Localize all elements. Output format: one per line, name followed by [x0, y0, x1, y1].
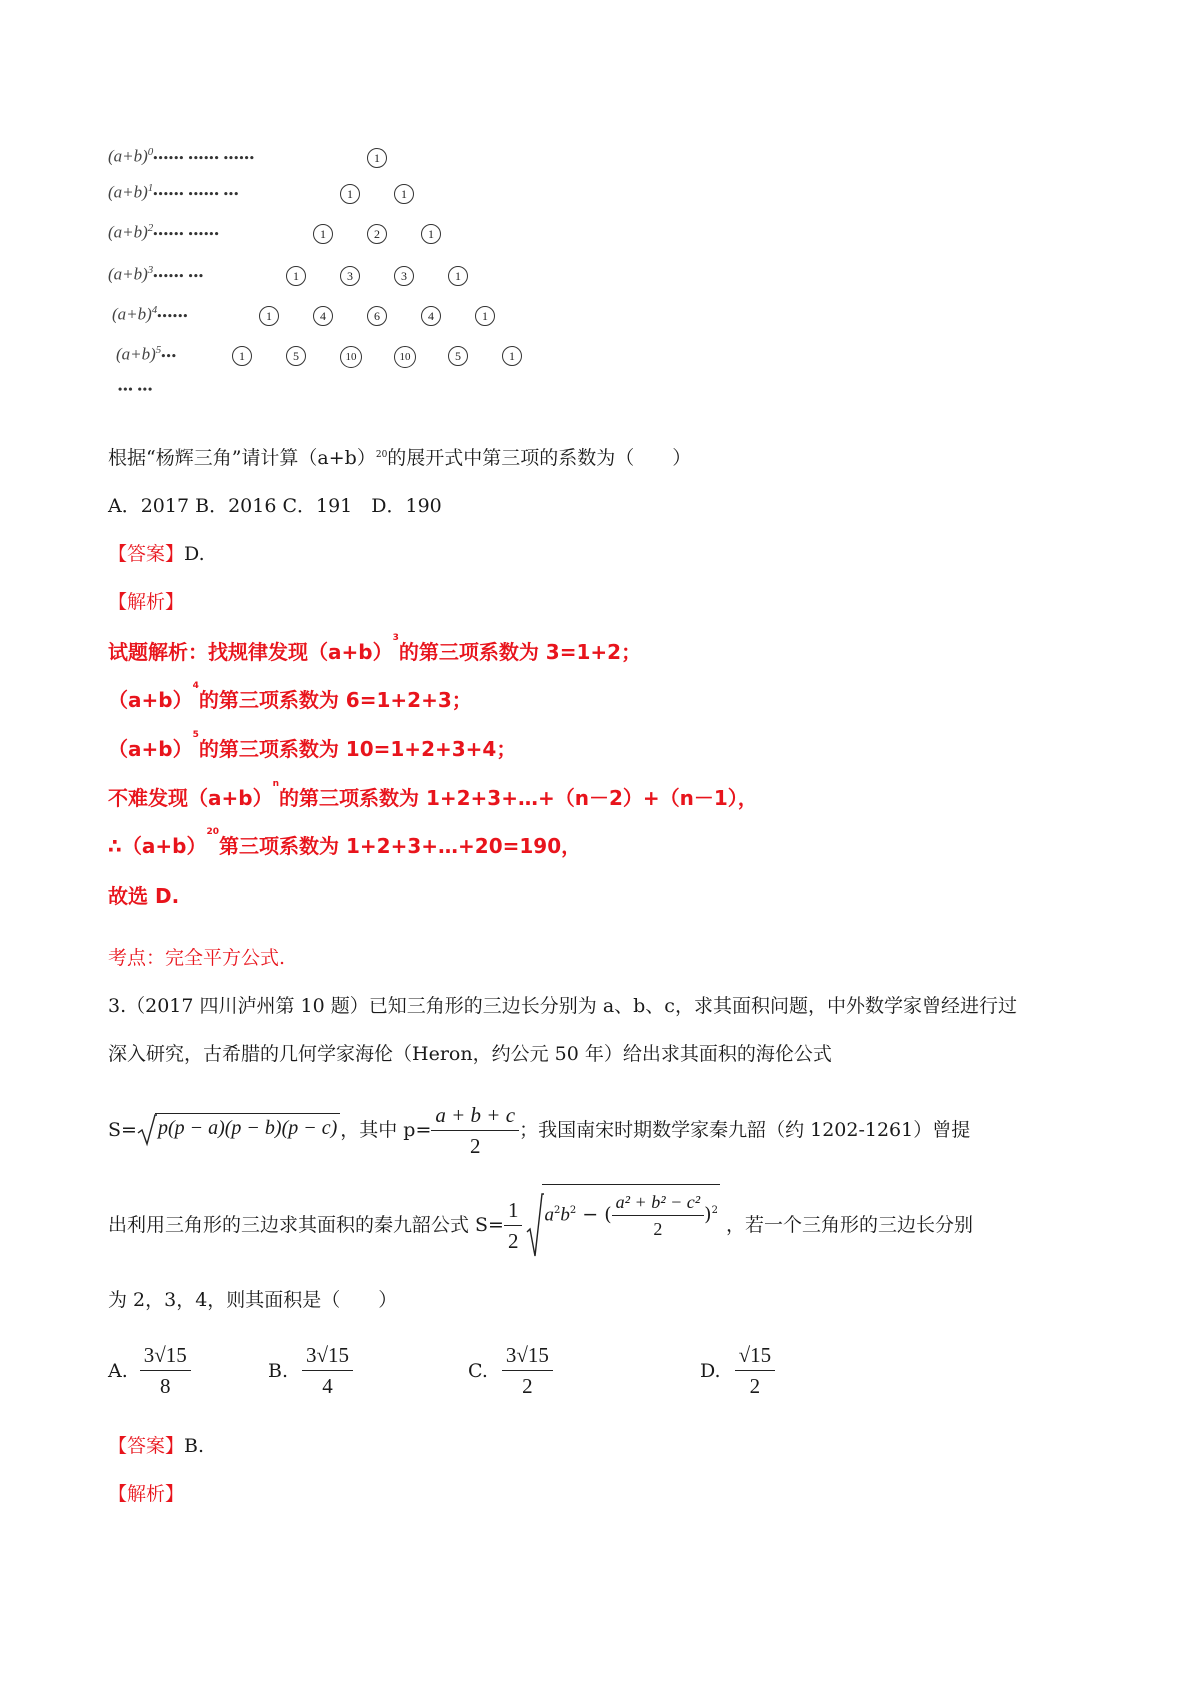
q2-answer — [108, 540, 205, 568]
q2-kaodian: 考点：完全平方公式. — [108, 947, 286, 969]
opt-b-den: 4 — [322, 1374, 333, 1398]
p-fraction — [431, 1100, 519, 1161]
triangle-row-2 — [108, 222, 220, 243]
qin-intro: 出利用三角形的三边求其面积的秦九韶公式 S= — [108, 1214, 504, 1236]
triangle-coefficient: 1 — [475, 306, 495, 326]
p-den: 2 — [469, 1133, 481, 1158]
l5a: ∴（a+b） — [108, 834, 207, 858]
triangle-row-label: (a+b) — [108, 264, 148, 284]
l5e: 20 — [206, 827, 220, 837]
l2b: 的第三项系数为 6=1+2+3； — [198, 688, 472, 712]
l3b: 的第三项系数为 10=1+2+3+4； — [198, 737, 517, 761]
heron-mid: ，其中 p= — [340, 1119, 432, 1141]
triangle-coefficient: 6 — [367, 306, 387, 326]
triangle-coefficient: 1 — [394, 184, 414, 204]
qin-minus: − — [582, 1203, 599, 1226]
q2-answer-label: 【答案】 — [108, 543, 185, 565]
triangle-row-exponent: 3 — [147, 264, 154, 276]
triangle-row-3 — [108, 264, 204, 285]
qin-inner-num: a² + b² − c² — [612, 1189, 704, 1216]
triangle-coefficient: 1 — [286, 266, 306, 286]
q3-analysis-label-text: 【解析】 — [108, 1483, 185, 1505]
triangle-coefficient: 1 — [313, 224, 333, 244]
triangle-tail-dots: ••• ••• — [118, 382, 154, 396]
opt-d-label: D. — [700, 1359, 721, 1382]
q2-analysis-label — [108, 588, 184, 616]
l3a: （a+b） — [108, 737, 193, 761]
q3-last-line: 为 2，3，4，则其面积是（ ） — [108, 1289, 398, 1311]
triangle-coefficient: 1 — [259, 306, 279, 326]
opt-a-num: 3√15 — [140, 1340, 191, 1371]
qin-inner-den: 2 — [653, 1219, 663, 1239]
q3-answer-label: 【答案】 — [108, 1435, 185, 1457]
triangle-coefficient: 10 — [340, 346, 362, 368]
opt-a-label: A. — [108, 1359, 128, 1382]
opt-c-den: 2 — [522, 1374, 533, 1398]
triangle-coefficient: 4 — [313, 306, 333, 326]
heron-radicand: p(p − a)(p − b)(p − c) — [155, 1113, 340, 1142]
triangle-row-4 — [112, 304, 189, 325]
p-num: a + b + c — [431, 1100, 519, 1131]
triangle-row-label: (a+b) — [108, 146, 148, 166]
triangle-row-label: (a+b) — [112, 304, 152, 324]
triangle-row-exponent: 4 — [151, 304, 158, 316]
q2-analysis-line-3 — [108, 730, 517, 762]
l1e: 3 — [392, 633, 399, 643]
q2-analysis-line-6 — [108, 880, 179, 909]
q3-option-a — [108, 1340, 191, 1401]
q3-line-2: 深入研究，古希腊的几何学家海伦（Heron，约公元 50 年）给出求其面积的海伦公式 — [108, 1043, 832, 1065]
triangle-row-dots: •••••• •••••• •••••• — [153, 150, 255, 165]
q3-heron-line — [108, 1098, 970, 1162]
half-num: 1 — [504, 1195, 523, 1226]
q3-option-c — [468, 1340, 553, 1401]
triangle-row-dots: •••••• — [157, 308, 189, 323]
q3-options — [108, 1340, 1008, 1420]
triangle-row-exponent: 1 — [147, 182, 154, 194]
l2a: （a+b） — [108, 688, 193, 712]
opt-c-num: 3√15 — [502, 1340, 553, 1371]
opt-d-den: 2 — [749, 1374, 761, 1398]
yanghui-triangle-figure — [108, 146, 528, 428]
l1b: 的第三项系数为 3=1+2； — [398, 640, 642, 664]
radical-sign-icon — [137, 1113, 157, 1147]
l2e: 4 — [192, 681, 199, 691]
q3-analysis-label — [108, 1480, 184, 1508]
triangle-coefficient: 5 — [286, 346, 306, 366]
l4e: n — [272, 779, 279, 789]
triangle-row-dots: •••••• ••• — [153, 268, 205, 283]
triangle-row-label: (a+b) — [116, 344, 156, 364]
q2-stem-b: 的展开式中第三项的系数为（ ） — [387, 447, 692, 469]
triangle-coefficient: 1 — [448, 266, 468, 286]
triangle-row-dots: ••• — [161, 348, 177, 363]
l5b: 第三项系数为 1+2+3+…+20=190， — [219, 834, 582, 858]
triangle-row-dots: •••••• •••••• — [153, 226, 220, 241]
qin-a: a — [544, 1204, 554, 1226]
q2-analysis-line-2 — [108, 681, 472, 713]
triangle-row-0 — [108, 146, 255, 167]
q3-line-1: 3.（2017 四川泸州第 10 题）已知三角形的三边长分别为 a、b、c，求其面积问题，中外数学家曾经进行过 — [108, 995, 1017, 1017]
triangle-coefficient: 1 — [421, 224, 441, 244]
q3-qin-line — [108, 1186, 973, 1264]
triangle-row-label: (a+b) — [108, 222, 148, 242]
q2-answer-value: D. — [184, 543, 205, 565]
opt-a-den: 8 — [160, 1374, 171, 1398]
opt-b-label: B. — [268, 1359, 289, 1382]
q3-answer-value: B. — [184, 1435, 205, 1457]
q2-analysis-label-text: 【解析】 — [108, 591, 185, 613]
heron-tail: ；我国南宋时期数学家秦九韶（约 1202-1261）曾提 — [519, 1119, 971, 1141]
l6a: 故选 D. — [108, 884, 180, 908]
triangle-coefficient: 3 — [340, 266, 360, 286]
triangle-row-exponent: 5 — [155, 344, 162, 356]
opt-c-label: C. — [468, 1359, 488, 1382]
qin-after: ，若一个三角形的三边长分别 — [725, 1214, 973, 1236]
opt-d-num: √15 — [735, 1340, 776, 1371]
q2-stem-a: 根据“杨辉三角”请计算（a+b） — [108, 447, 376, 469]
heron-sqrt — [137, 1113, 340, 1147]
qin-sqrt — [526, 1192, 719, 1258]
triangle-row-exponent: 0 — [147, 146, 154, 158]
triangle-coefficient: 2 — [367, 224, 387, 244]
triangle-coefficient: 4 — [421, 306, 441, 326]
triangle-row-1 — [108, 182, 239, 203]
half-fraction — [504, 1195, 523, 1256]
triangle-coefficient: 1 — [502, 346, 522, 366]
triangle-coefficient: 5 — [448, 346, 468, 366]
l3e: 5 — [192, 730, 199, 740]
q2-stem-exp: 20 — [375, 450, 388, 460]
q2-analysis-line-1 — [108, 633, 642, 665]
triangle-row-5 — [116, 344, 177, 365]
q3-option-d — [700, 1340, 775, 1401]
opt-b-num: 3√15 — [302, 1340, 353, 1371]
triangle-coefficient: 3 — [394, 266, 414, 286]
l1a: 试题解析：找规律发现（a+b） — [108, 640, 393, 664]
triangle-coefficient: 1 — [367, 148, 387, 168]
triangle-coefficient: 1 — [232, 346, 252, 366]
triangle-row-exponent: 2 — [147, 222, 154, 234]
l4a: 不难发现（a+b） — [108, 786, 273, 810]
q3-option-b — [268, 1340, 353, 1401]
triangle-row-label: (a+b) — [108, 182, 148, 202]
q2-options: A．2017 B．2016 C．191 D．190 — [108, 495, 442, 517]
q2-analysis-line-4 — [108, 779, 758, 811]
triangle-coefficient: 10 — [394, 346, 416, 368]
heron-s-eq: S= — [108, 1119, 137, 1141]
triangle-coefficient: 1 — [340, 184, 360, 204]
q2-stem — [108, 444, 691, 472]
qin-b: b — [560, 1204, 570, 1226]
q3-answer — [108, 1432, 204, 1460]
half-den: 2 — [507, 1228, 519, 1253]
triangle-row-dots: •••••• •••••• ••• — [153, 186, 240, 201]
l4b: 的第三项系数为 1+2+3+…+（n－2）+（n－1）， — [279, 786, 758, 810]
qin-inner-frac — [612, 1189, 704, 1242]
qin-radicand: $a^2b^2$ − ( $\frac{\text{a² + b² − c²}}{2}$ )$^2$ — [542, 1184, 719, 1242]
q2-analysis-line-5 — [108, 827, 582, 859]
